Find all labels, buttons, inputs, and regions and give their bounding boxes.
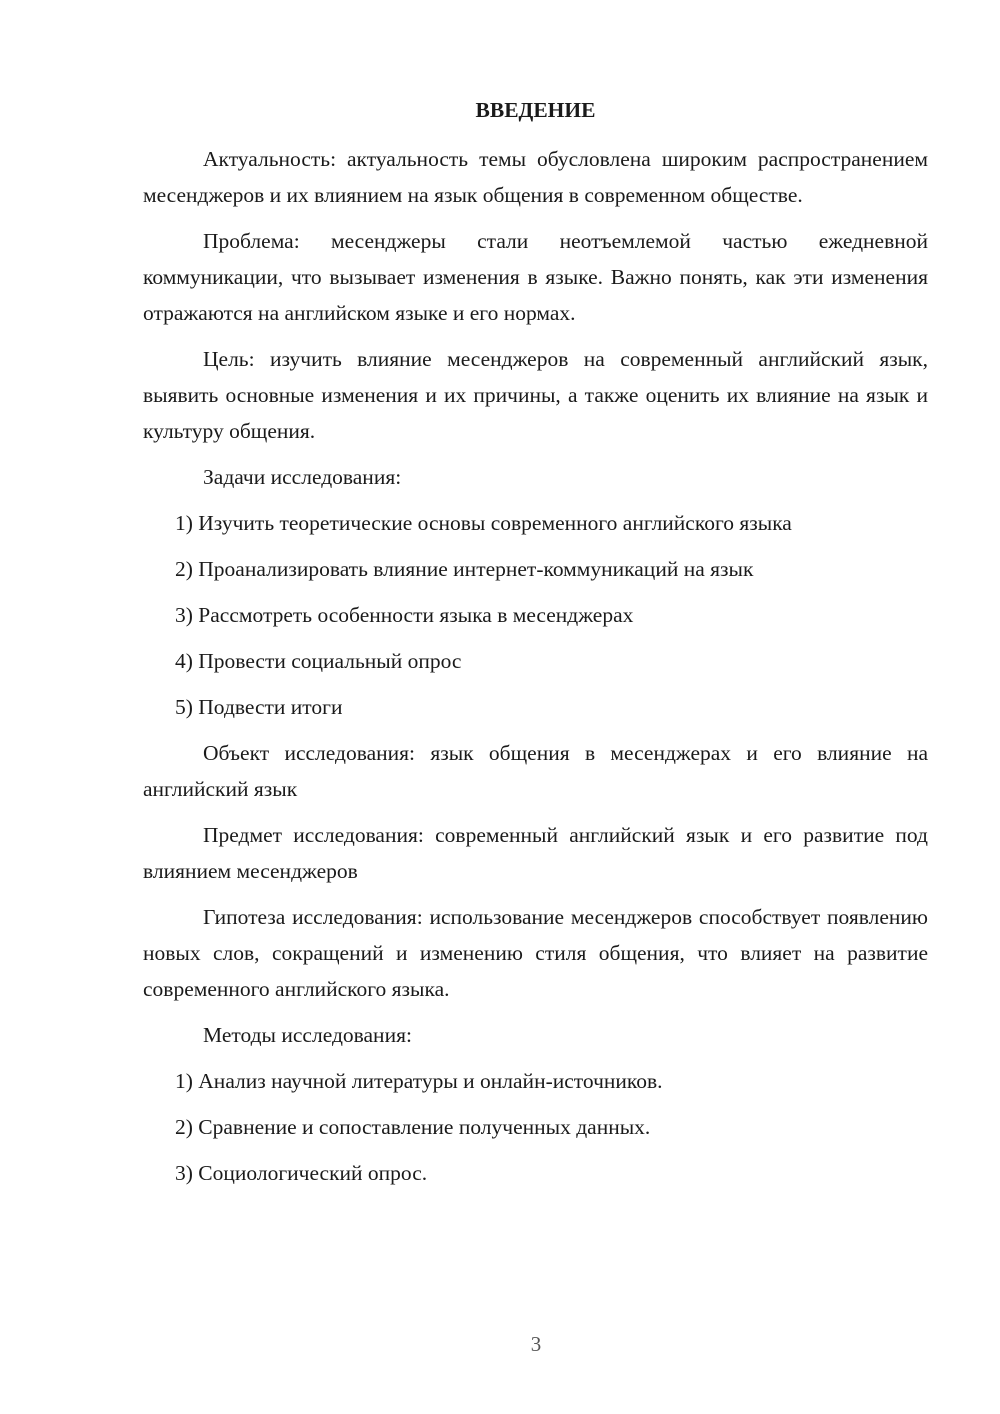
methods-label: Методы исследования: bbox=[203, 1023, 412, 1047]
list-item: 2) Сравнение и сопоставление полученных данных. bbox=[175, 1115, 651, 1139]
list-item: 3) Рассмотреть особенности языка в месенджерах bbox=[175, 603, 634, 627]
list-item: 4) Провести социальный опрос bbox=[175, 649, 462, 673]
list-item: 1) Изучить теоретические основы современного английского языка bbox=[175, 511, 792, 535]
list-item: 1) Анализ научной литературы и онлайн-источников. bbox=[175, 1069, 663, 1093]
tasks-list bbox=[143, 505, 928, 725]
tasks-label: Задачи исследования: bbox=[203, 465, 402, 489]
page-number: 3 bbox=[530, 1332, 542, 1356]
goal-paragraph: Цель: изучить влияние месенджеров на современный английский язык, выявить основные изменения и их причины, а также оценить их влияние на язык и культуру общения. bbox=[143, 347, 928, 443]
page-title: ВВЕДЕНИЕ bbox=[475, 98, 596, 122]
methods-list bbox=[143, 1063, 928, 1191]
relevance-paragraph: Актуальность: актуальность темы обусловлена широким распространением месенджеров и их влиянием на язык общения в современном обществе. bbox=[143, 147, 928, 207]
list-item: 5) Подвести итоги bbox=[175, 695, 343, 719]
list-item: 3) Социологический опрос. bbox=[175, 1161, 428, 1185]
subject-paragraph: Предмет исследования: современный английский язык и его развитие под влиянием месенджеров bbox=[143, 823, 928, 883]
problem-paragraph: Проблема: месенджеры стали неотъемлемой частью ежедневной коммуникации, что вызывает изменения в языке. Важно понять, как эти изменения отражаются на английском языке и его нормах. bbox=[143, 229, 928, 325]
page-content bbox=[143, 95, 928, 1201]
list-item: 2) Проанализировать влияние интернет-коммуникаций на язык bbox=[175, 557, 754, 581]
hypothesis-paragraph: Гипотеза исследования: использование месенджеров способствует появлению новых слов, сокращений и изменению стиля общения, что влияет на развитие современного английского языка. bbox=[143, 905, 928, 1001]
object-paragraph: Объект исследования: язык общения в месенджерах и его влияние на английский язык bbox=[143, 741, 928, 801]
